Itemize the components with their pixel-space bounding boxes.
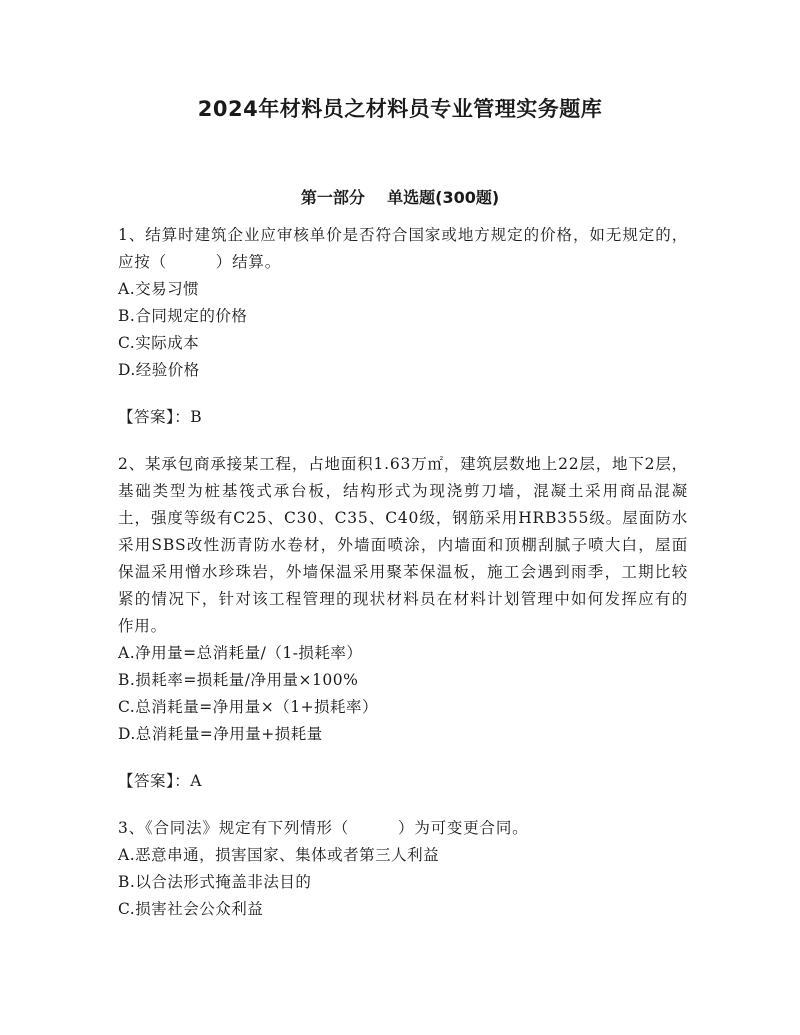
option-a: A.净用量=总消耗量/（1-损耗率） — [118, 644, 363, 662]
answer-1 — [118, 404, 688, 431]
document-title: 2024年材料员之材料员专业管理实务题库 — [197, 97, 603, 121]
option-c: C.总消耗量=净用量×（1+损耗率） — [118, 698, 379, 716]
option-b: B.合同规定的价格 — [118, 307, 248, 325]
option-d: D.经验价格 — [118, 361, 200, 379]
question-stem: 3、《合同法》规定有下列情形（ ）为可变更合同。 — [118, 819, 529, 837]
answer-label: 【答案】： — [118, 772, 191, 790]
option-b: B.损耗率=损耗量/净用量×100% — [118, 671, 359, 689]
question-1 — [118, 222, 688, 384]
option-b: B.以合法形式掩盖非法目的 — [118, 873, 312, 891]
option-d: D.总消耗量=净用量+损耗量 — [118, 725, 323, 743]
question-stem: 2、某承包商承接某工程，占地面积1.63万㎡，建筑层数地上22层，地下2层，基础类型为桩基筏式承台板，结构形式为现浇剪刀墙，混凝土采用商品混凝土，强度等级有C25、C30、C35、C40级，钢筋采用HRB355级。屋面防水采用SBS改性沥青防水卷材，外墙面喷涂，内墙面和顶棚刮腻子喷大白，屋面保温采用憎水珍珠岩，外墙保温采用聚苯保温板，施工会遇到雨季，工期比较紧的情况下，针对该工程管理的现状材料员在材料计划管理中如何发挥应有的作用。 — [118, 455, 688, 635]
question-3 — [118, 815, 688, 923]
question-2 — [118, 451, 688, 748]
option-c: C.损害社会公众利益 — [118, 900, 264, 918]
answer-2 — [118, 768, 688, 795]
section-title: 第一部分 单选题(300题) — [300, 188, 500, 207]
question-list — [118, 222, 688, 923]
answer-value: A — [190, 772, 202, 790]
option-a: A.恶意串通，损害国家、集体或者第三人利益 — [118, 846, 440, 864]
option-c: C.实际成本 — [118, 334, 200, 352]
answer-label: 【答案】： — [118, 408, 191, 426]
question-stem: 1、结算时建筑企业应审核单价是否符合国家或地方规定的价格，如无规定的，应按（ ）结算。 — [118, 226, 688, 271]
option-a: A.交易习惯 — [118, 280, 200, 298]
answer-value: B — [190, 408, 203, 426]
